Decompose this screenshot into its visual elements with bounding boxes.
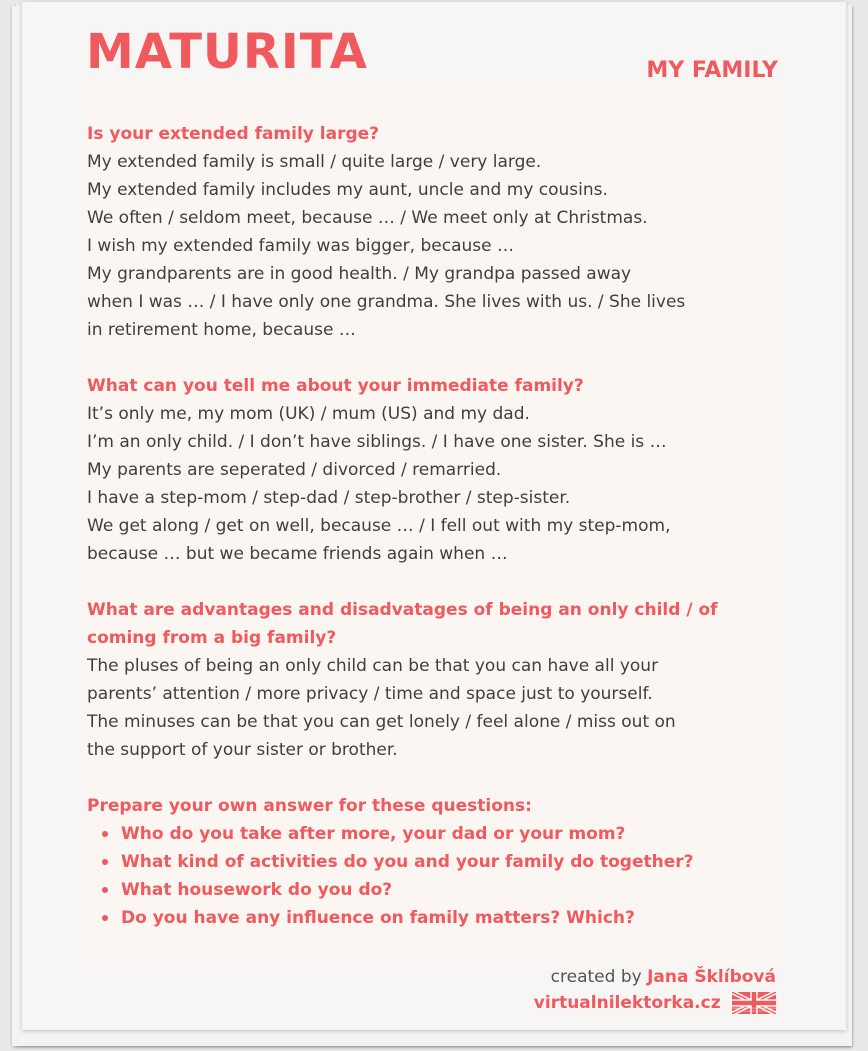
list-item xyxy=(121,904,780,932)
website-link[interactable]: virtualnilektorka.cz xyxy=(533,993,721,1013)
spacer xyxy=(87,568,780,596)
bullet-icon xyxy=(102,887,108,893)
answer-line: when I was … / I have only one grandma. She lives with us. / She lives xyxy=(87,292,686,312)
answer-line: because … but we became friends again when … xyxy=(87,544,508,564)
section-immediate-family xyxy=(87,372,780,568)
list-item-text: Who do you take after more, your dad or your mom? xyxy=(121,824,626,844)
answer-line: My extended family includes my aunt, uncle and my cousins. xyxy=(87,180,608,200)
spacer xyxy=(87,344,780,372)
list-item xyxy=(121,848,780,876)
answer-line: in retirement home, because … xyxy=(87,320,356,340)
question-heading: What are advantages and disadvatages of being an only child / of xyxy=(87,600,718,620)
page-title: MATURITA xyxy=(86,24,368,80)
answer-line: I’m an only child. / I don’t have siblings. / I have one sister. She is … xyxy=(87,432,667,452)
answer-line: The pluses of being an only child can be that you can have all your xyxy=(87,656,659,676)
bullet-icon xyxy=(102,859,108,865)
prepare-heading: Prepare your own answer for these questions: xyxy=(87,796,532,816)
created-by-label: created by xyxy=(550,967,642,987)
section-prepare xyxy=(87,792,780,932)
list-item-text: Do you have any influence on family matters? Which? xyxy=(121,908,635,928)
answer-line: My grandparents are in good health. / My grandpa passed away xyxy=(87,264,632,284)
question-heading: coming from a big family? xyxy=(87,628,337,648)
page-subtitle: MY FAMILY xyxy=(646,58,778,83)
answer-line: I have a step-mom / step-dad / step-brother / step-sister. xyxy=(87,488,571,508)
answer-line: I wish my extended family was bigger, because … xyxy=(87,236,514,256)
footer-credit xyxy=(534,964,776,1016)
uk-flag-icon xyxy=(732,992,776,1014)
answer-line: It’s only me, my mom (UK) / mum (US) and my dad. xyxy=(87,404,530,424)
content-panel xyxy=(86,90,780,962)
answer-line: My parents are seperated / divorced / remarried. xyxy=(87,460,502,480)
website-line xyxy=(534,990,776,1016)
section-only-child xyxy=(87,596,780,764)
credit-line xyxy=(534,964,776,990)
question-heading: What can you tell me about your immediate family? xyxy=(87,376,584,396)
answer-line: the support of your sister or brother. xyxy=(87,740,398,760)
answer-line: We often / seldom meet, because … / We meet only at Christmas. xyxy=(87,208,648,228)
list-item xyxy=(121,876,780,904)
answer-line: We get along / get on well, because … / I fell out with my step-mom, xyxy=(87,516,671,536)
question-heading: Is your extended family large? xyxy=(87,124,380,144)
answer-line: parents’ attention / more privacy / time and space just to yourself. xyxy=(87,684,653,704)
list-item xyxy=(121,820,780,848)
list-item-text: What housework do you do? xyxy=(121,880,393,900)
list-item-text: What kind of activities do you and your family do together? xyxy=(121,852,694,872)
worksheet-page xyxy=(22,2,846,1030)
section-extended-family xyxy=(87,120,780,344)
spacer xyxy=(87,764,780,792)
bullet-icon xyxy=(102,915,108,921)
prepare-list xyxy=(87,820,780,932)
author-name: Jana Šklíbová xyxy=(647,967,776,987)
answer-line: The minuses can be that you can get lonely / feel alone / miss out on xyxy=(87,712,676,732)
answer-line: My extended family is small / quite large / very large. xyxy=(87,152,542,172)
bullet-icon xyxy=(102,831,108,837)
